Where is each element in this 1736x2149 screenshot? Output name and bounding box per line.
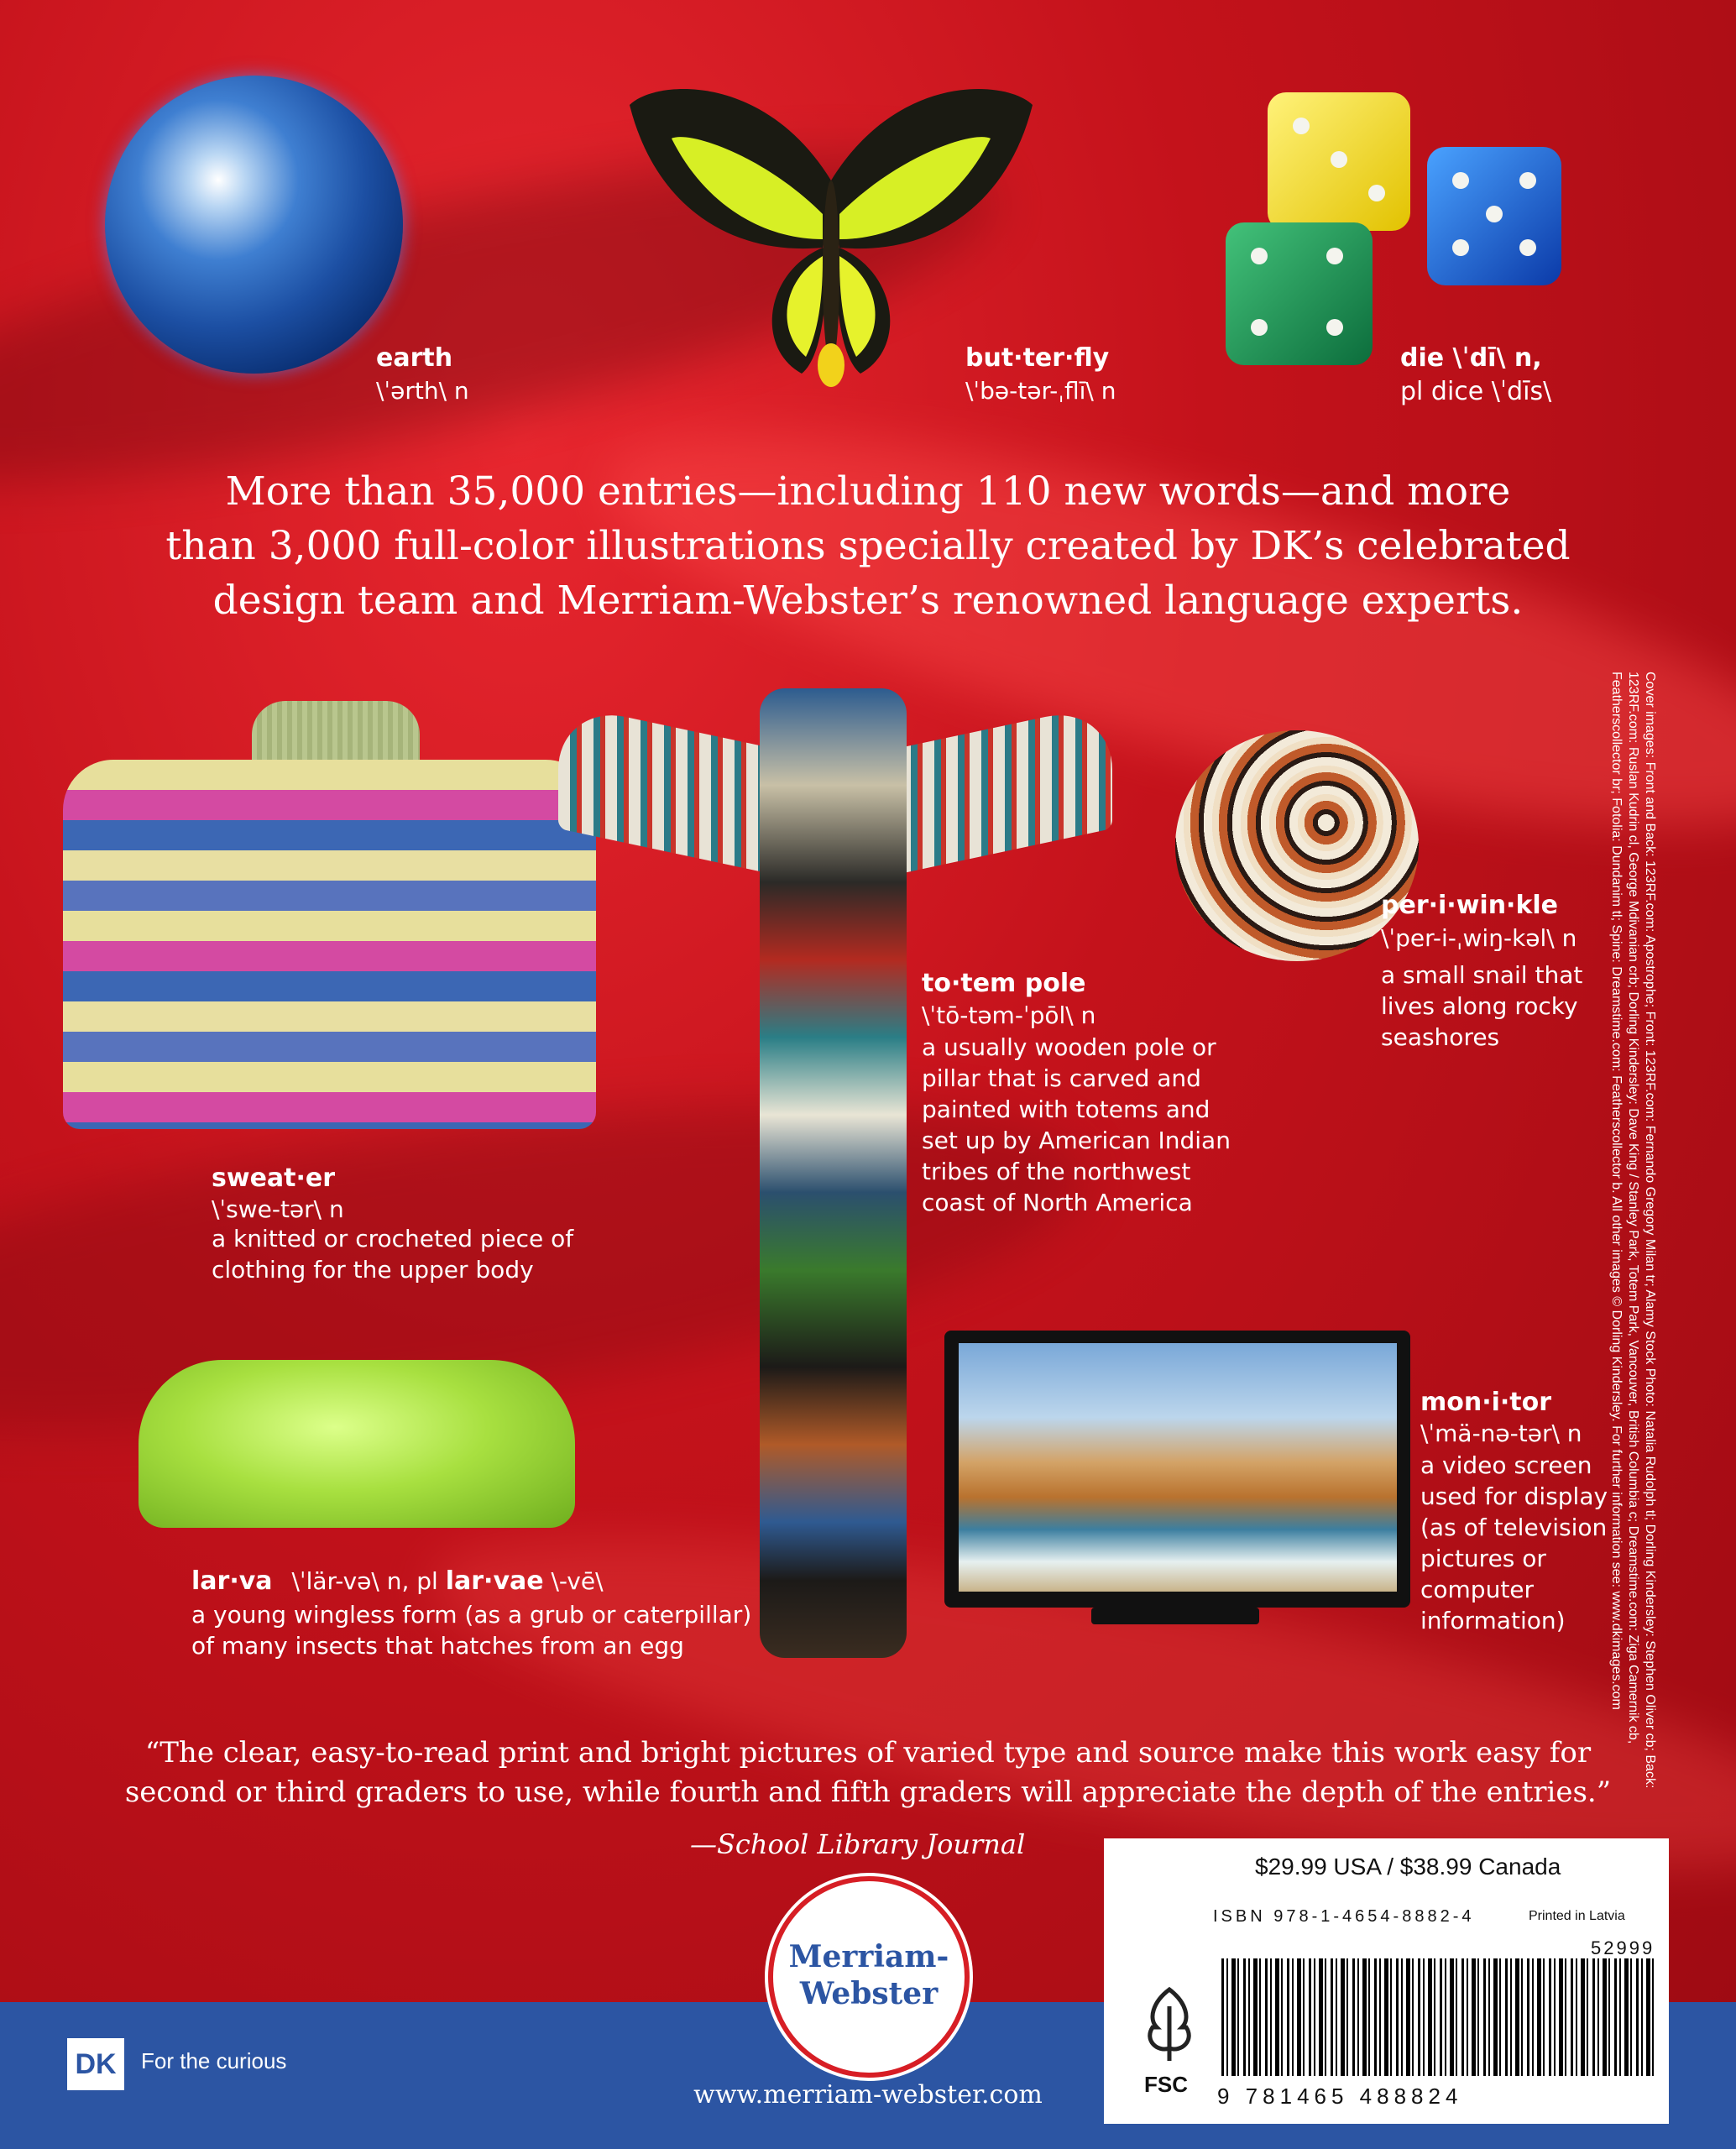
logo-text: [773, 1938, 965, 2012]
periwinkle-headword: per·i·win·kle: [1381, 891, 1559, 920]
sweater-definition: a knitted or crocheted piece of: [212, 1225, 574, 1252]
earth-image: [105, 76, 403, 374]
definition-line: a video screen: [1420, 1451, 1592, 1479]
sweater-definition: clothing for the upper body: [212, 1256, 534, 1284]
larva-definition: of many insects that hatches from an egg: [191, 1632, 684, 1660]
larva-plural: lar·vae: [445, 1566, 544, 1596]
larva-entry: [191, 1566, 604, 1597]
price-code: 52999: [1591, 1937, 1655, 1958]
fsc-label: FSC: [1144, 2072, 1188, 2097]
quote-line: “The clear, easy-to-read print and bright pictures of varied type and source make this work easy for: [144, 1736, 1592, 1770]
green-die: [1226, 222, 1373, 365]
caterpillar-image: [139, 1360, 575, 1528]
logo-line: Merriam-: [788, 1939, 949, 1974]
monitor-stand: [1091, 1608, 1259, 1624]
earth-headword: earth: [376, 343, 453, 373]
logo-line: Webster: [799, 1976, 939, 2011]
tagline-line: design team and Merriam-Webster’s renowned language experts.: [212, 578, 1524, 624]
image-credits: Cover images: Front and Back: 123RF.com: Apostrophe; Front: 123RF.com: Fernando Gregory Milan tr; Alamy Stock Photo: Natalia Rudolph tl; Dorling Kindersley: Stephen Oliver cb; Back: 123RF.com: Ruslan Kudrin cl, George Mdivanian crb; Dorling Kindersley: Dave King / Stanley Park, Totem Park, Vancouver, British Columbia c; Dreamstime.com: Ziga Camernik cb, Featherscollector br; Fotolia: Dundanim tl; Spine: Dreamstime.com: Featherscollector b. All other images © Dorling Kindersley. For further information see: www.dkimages.com: [1609, 672, 1657, 1789]
definition-line: (as of television: [1420, 1514, 1608, 1541]
definition-line: a usually wooden pole or: [922, 1033, 1216, 1061]
sweater-pronunciation: \ˈswe-tər\ n: [212, 1195, 344, 1223]
website-text[interactable]: www.merriam-webster.com: [693, 2080, 1043, 2110]
definition-line: painted with totems and: [922, 1095, 1210, 1123]
dk-slogan: For the curious: [141, 2048, 287, 2073]
quote-line: second or third graders to use, while fourth and fifth graders will appreciate the depth of the entries.”: [124, 1775, 1612, 1809]
definition-line: coast of North America: [922, 1189, 1193, 1216]
definition-line: tribes of the northwest: [922, 1158, 1191, 1185]
periwinkle-pronunciation: \ˈper-i-ˌwiŋ-kəl\ n: [1381, 924, 1577, 952]
sweater-image: [63, 760, 596, 1129]
die-headword: die \ˈdī\ n,: [1400, 343, 1542, 373]
review-quote: [0, 1733, 1736, 1812]
barcode: [1221, 1958, 1658, 2076]
totem-pole-image: [760, 688, 907, 1658]
larva-definition: a young wingless form (as a grub or caterpillar): [191, 1601, 752, 1629]
definition-line: seashores: [1381, 1023, 1500, 1051]
definition-line: set up by American Indian: [922, 1127, 1231, 1154]
dk-logo: DK: [67, 2038, 124, 2090]
monitor-headword: mon·i·tor: [1420, 1388, 1552, 1417]
definition-line: computer: [1420, 1576, 1535, 1603]
tagline-line: More than 35,000 entries—including 110 new words—and more: [225, 468, 1511, 515]
monitor-definition: [1420, 1450, 1608, 1636]
totem-pole-definition: [922, 1032, 1231, 1218]
printed-in: Printed in Latvia: [1529, 1909, 1625, 1923]
totem-pole-headword: to·tem pole: [922, 969, 1086, 998]
definition-line: information): [1420, 1607, 1566, 1634]
larva-plural-pronunciation: \-vē\: [551, 1567, 604, 1595]
barcode-digits: 9 781465 488824: [1217, 2084, 1463, 2109]
price: $29.99 USA / $38.99 Canada: [1255, 1854, 1561, 1880]
monitor-pronunciation: \ˈmä-nə-tər\ n: [1420, 1420, 1582, 1447]
earth-pronunciation: \ˈərth\ n: [376, 377, 469, 405]
larva-pronunciation: \ˈlär-və\ n, pl: [291, 1567, 438, 1595]
tagline-line: than 3,000 full-color illustrations specially created by DK’s celebrated: [165, 523, 1571, 569]
monitor-screen: [959, 1343, 1397, 1592]
definition-line: lives along rocky: [1381, 992, 1578, 1020]
definition-line: used for display: [1420, 1482, 1608, 1510]
periwinkle-definition: [1381, 959, 1582, 1053]
tagline: [0, 464, 1736, 628]
merriam-webster-logo: [768, 1876, 970, 2078]
definition-line: pictures or: [1420, 1545, 1546, 1572]
isbn: ISBN 978-1-4654-8882-4: [1213, 1907, 1475, 1926]
quote-source: —School Library Journal: [690, 1828, 1026, 1860]
larva-headword: lar·va: [191, 1566, 273, 1596]
fsc-tree-icon: [1127, 1981, 1211, 2065]
definition-line: a small snail that: [1381, 961, 1583, 989]
yellow-die: [1268, 92, 1410, 231]
die-plural: pl dice \ˈdīs\: [1400, 377, 1552, 406]
blue-die: [1427, 147, 1561, 285]
definition-line: pillar that is carved and: [922, 1064, 1201, 1092]
totem-pole-pronunciation: \ˈtō-təm-ˈpōl\ n: [922, 1001, 1096, 1029]
butterfly-pronunciation: \ˈbə-tər-ˌflī\ n: [965, 377, 1116, 405]
sweater-headword: sweat·er: [212, 1163, 336, 1193]
butterfly-headword: but·ter·fly: [965, 343, 1110, 373]
